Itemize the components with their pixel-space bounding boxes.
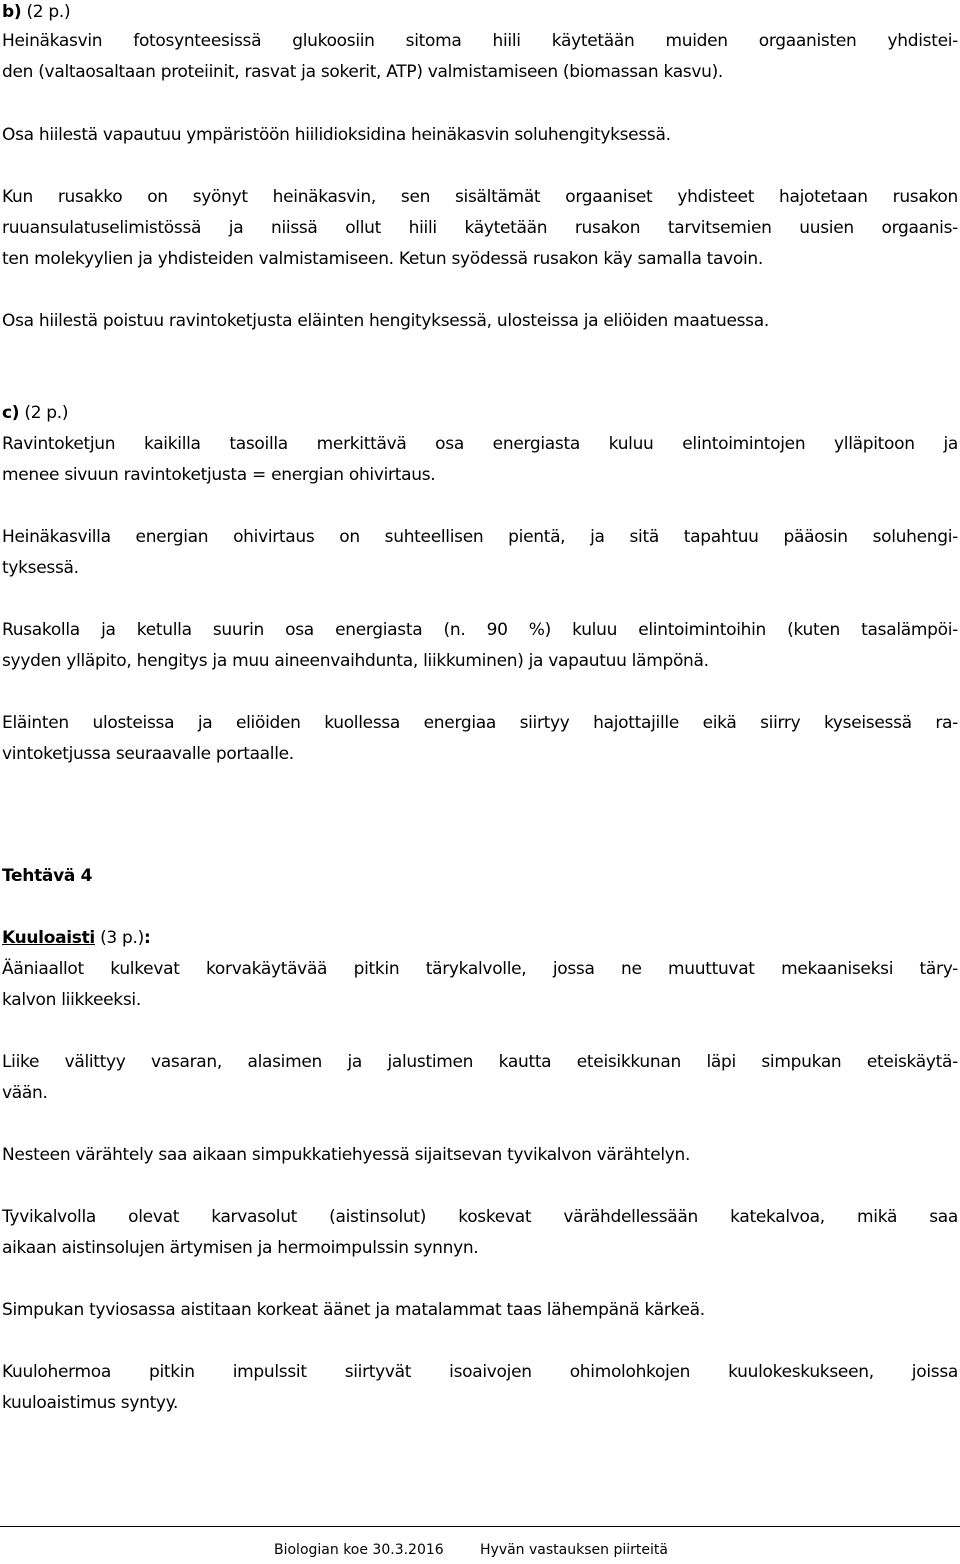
task4-p2-line2: vään. (2, 1083, 48, 1103)
task4-p1-line1: Ääniaallot kulkevat korvakäytävää pitkin tärykalvolle, jossa ne muuttuvat mekaaniseksi täry- (2, 959, 958, 979)
footer-rule (0, 1526, 960, 1527)
footer-left: Biologian koe 30.3.2016 (274, 1542, 444, 1558)
section-c-p3-line1: Rusakolla ja ketulla suurin osa energiasta (n. 90 %) kuluu elintoimintoihin (kuten tasalämpöi- (2, 620, 958, 640)
task4-points: (3 p.) (100, 928, 144, 948)
section-c-p4-line2: vintoketjussa seuraavalle portaalle. (2, 744, 294, 764)
section-c-points: (2 p.) (24, 403, 69, 423)
section-b-p4: Osa hiilestä poistuu ravintoketjusta eläinten hengityksessä, ulosteissa ja eliöiden maatuessa. (2, 311, 769, 331)
section-b-p2: Osa hiilestä vapautuu ympäristöön hiilidioksidina heinäkasvin soluhengityksessä. (2, 125, 671, 145)
footer-right: Hyvän vastauksen piirteitä (480, 1542, 668, 1558)
section-b-p3-line3: ten molekyylien ja yhdisteiden valmistamiseen. Ketun syödessä rusakon käy samalla tavoin. (2, 249, 764, 269)
section-b-points: (2 p.) (26, 2, 71, 22)
task4-colon: : (143, 928, 151, 948)
section-c-heading (2, 401, 958, 425)
section-b-heading (2, 0, 958, 24)
section-c-p3-line2: syyden ylläpito, hengitys ja muu aineenvaihdunta, liikkuminen) ja vapautuu lämpönä. (2, 651, 709, 671)
task4-p4-line1: Tyvikalvolla olevat karvasolut (aistinsolut) koskevat värähdellessään katekalvoa, mikä saa (2, 1207, 958, 1227)
section-c-p1-line1: Ravintoketjun kaikilla tasoilla merkittävä osa energiasta kuluu elintoimintojen ylläpitoon ja (2, 434, 958, 454)
task4-subtitle: Kuuloaisti (2, 928, 95, 948)
task4-p6-line1: Kuulohermoa pitkin impulssit siirtyvät isoaivojen ohimolohkojen kuulokeskukseen, joissa (2, 1362, 958, 1382)
section-c-p1-line2: menee sivuun ravintoketjusta = energian ohivirtaus. (2, 465, 436, 485)
section-b-p3-line1: Kun rusakko on syönyt heinäkasvin, sen sisältämät orgaaniset yhdisteet hajotetaan rusakon (2, 187, 958, 207)
section-b-label: b) (2, 2, 22, 22)
section-b-p1-line2: den (valtaosaltaan proteiinit, rasvat ja sokerit, ATP) valmistamiseen (biomassan kasvu). (2, 62, 724, 82)
task4-p4-line2: aikaan aistinsolujen ärtymisen ja hermoimpulssin synnyn. (2, 1238, 479, 1258)
task4-p6-line2: kuuloaistimus syntyy. (2, 1393, 179, 1413)
section-c-label: c) (2, 403, 20, 423)
task4-p2-line1: Liike välittyy vasaran, alasimen ja jalustimen kautta eteisikkunan läpi simpukan eteiskäytä- (2, 1052, 958, 1072)
section-b-p3-line2: ruuansulatuselimistössä ja niissä ollut hiili käytetään rusakon tarvitsemien uusien orgaanis- (2, 218, 958, 238)
task4-title: Tehtävä 4 (2, 866, 93, 886)
section-c-p4-line1: Eläinten ulosteissa ja eliöiden kuollessa energiaa siirtyy hajottajille eikä siirry kyseisessä ra- (2, 713, 958, 733)
section-b-p1-line1: Heinäkasvin fotosynteesissä glukoosiin sitoma hiili käytetään muiden orgaanisten yhdistei- (2, 31, 958, 51)
task4-p3: Nesteen värähtely saa aikaan simpukkatiehyessä sijaitsevan tyvikalvon värähtelyn. (2, 1145, 691, 1165)
section-c-p2-line2: tyksessä. (2, 558, 79, 578)
task4-p5: Simpukan tyviosassa aistitaan korkeat äänet ja matalammat taas lähempänä kärkeä. (2, 1300, 705, 1320)
section-c-p2-line1: Heinäkasvilla energian ohivirtaus on suhteellisen pientä, ja sitä tapahtuu pääosin soluhengi- (2, 527, 958, 547)
task4-heading (2, 926, 958, 950)
task4-p1-line2: kalvon liikkeeksi. (2, 990, 141, 1010)
